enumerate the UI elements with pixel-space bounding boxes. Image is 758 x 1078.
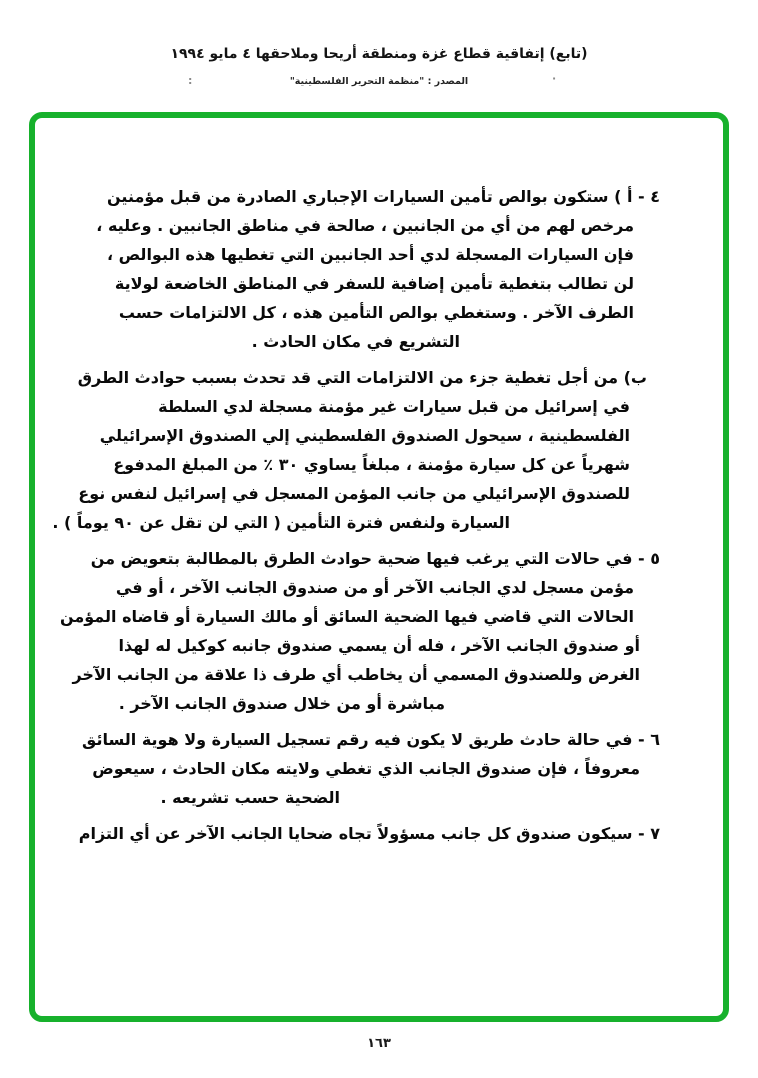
text-line: التشريع في مكان الحادث . <box>251 332 460 351</box>
text-line: للصندوق الإسرائيلي من جانب المؤمن المسجل في إسرائيل لنفس نوع <box>78 484 630 503</box>
paragraph-7 <box>78 819 660 848</box>
document-source-line: المصدر : "منظمة التحرير الفلسطينية" <box>289 76 469 87</box>
text-line: ٤ - أ ) ستكون بوالص تأمين السيارات الإجباري الصادرة من قبل مؤمنين <box>107 187 660 206</box>
text-line: ٧ - سيكون صندوق كل جانب مسؤولاً تجاه ضحايا الجانب الآخر عن أي التزام <box>78 824 660 843</box>
scan-artifact-dot: · <box>552 72 557 85</box>
text-line: ٥ - في حالات التي يرغب فيها ضحية حوادث الطرق بالمطالبة بتعويض من <box>90 549 660 568</box>
text-line: مؤمن مسجل لدي الجانب الآخر أو من صندوق الجانب الآخر ، أو في <box>115 578 634 597</box>
document-body <box>52 182 660 855</box>
paragraph-6 <box>82 725 660 812</box>
text-line: ٦ - في حالة حادث طريق لا يكون فيه رقم تسجيل السيارة ولا هوية السائق <box>82 730 660 749</box>
text-line: الطرف الآخر . وستغطي بوالص التأمين هذه ، كل الالتزامات حسب <box>118 303 634 322</box>
text-line: السيارة ولنفس فترة التأمين ( التي لن تقل عن ٩٠ يوماً ) . <box>52 513 510 532</box>
text-line: الضحية حسب تشريعه . <box>160 788 340 807</box>
scan-artifact-colon: : <box>188 74 193 87</box>
text-line: معروفاً ، فإن صندوق الجانب الذي تغطي ولايته مكان الحادث ، سيعوض <box>92 759 640 778</box>
text-line: شهرياً عن كل سيارة مؤمنة ، مبلغاً يساوي ٣٠ ٪ من المبلغ المدفوع <box>113 455 630 474</box>
page-number: ١٦٣ <box>367 1036 391 1051</box>
text-line: مباشرة أو من خلال صندوق الجانب الآخر . <box>118 694 445 713</box>
paragraph-4a <box>96 182 660 356</box>
text-line: في إسرائيل من قبل سيارات غير مؤمنة مسجلة لدي السلطة <box>158 397 630 416</box>
text-line: أو صندوق الجانب الآخر ، فله أن يسمي صندوق جانبه كوكيل له لهذا <box>118 636 640 655</box>
text-line: الحالات التي قاضي فيها الضحية السائق أو مالك السيارة أو قاضاه المؤمن <box>59 607 634 626</box>
text-line: ب) من أجل تغطية جزء من الالتزامات التي قد تحدث بسبب حوادث الطرق <box>77 368 647 387</box>
text-line: الغرض وللصندوق المسمي أن يخاطب أي طرف ذا علاقة من الجانب الآخر <box>72 665 640 684</box>
paragraph-5 <box>59 544 660 718</box>
text-line: فإن السيارات المسجلة لدي أحد الجانبين التي تغطيها هذه البوالص ، <box>106 245 634 264</box>
text-line: مرخص لهم من أي من الجانبين ، صالحة في مناطق الجانبين . وعليه ، <box>96 216 634 235</box>
text-line: لن تطالب بتغطية تأمين إضافية للسفر في المناطق الخاضعة لولاية <box>114 274 634 293</box>
document-header-title: (تابع) إتفاقية قطاع غزة ومنطقة أريحا وملاحقها ٤ مايو ١٩٩٤ <box>170 46 588 62</box>
text-line: الفلسطينية ، سيحول الصندوق الفلسطيني إلي الصندوق الإسرائيلي <box>99 426 630 445</box>
paragraph-4b <box>52 363 660 537</box>
